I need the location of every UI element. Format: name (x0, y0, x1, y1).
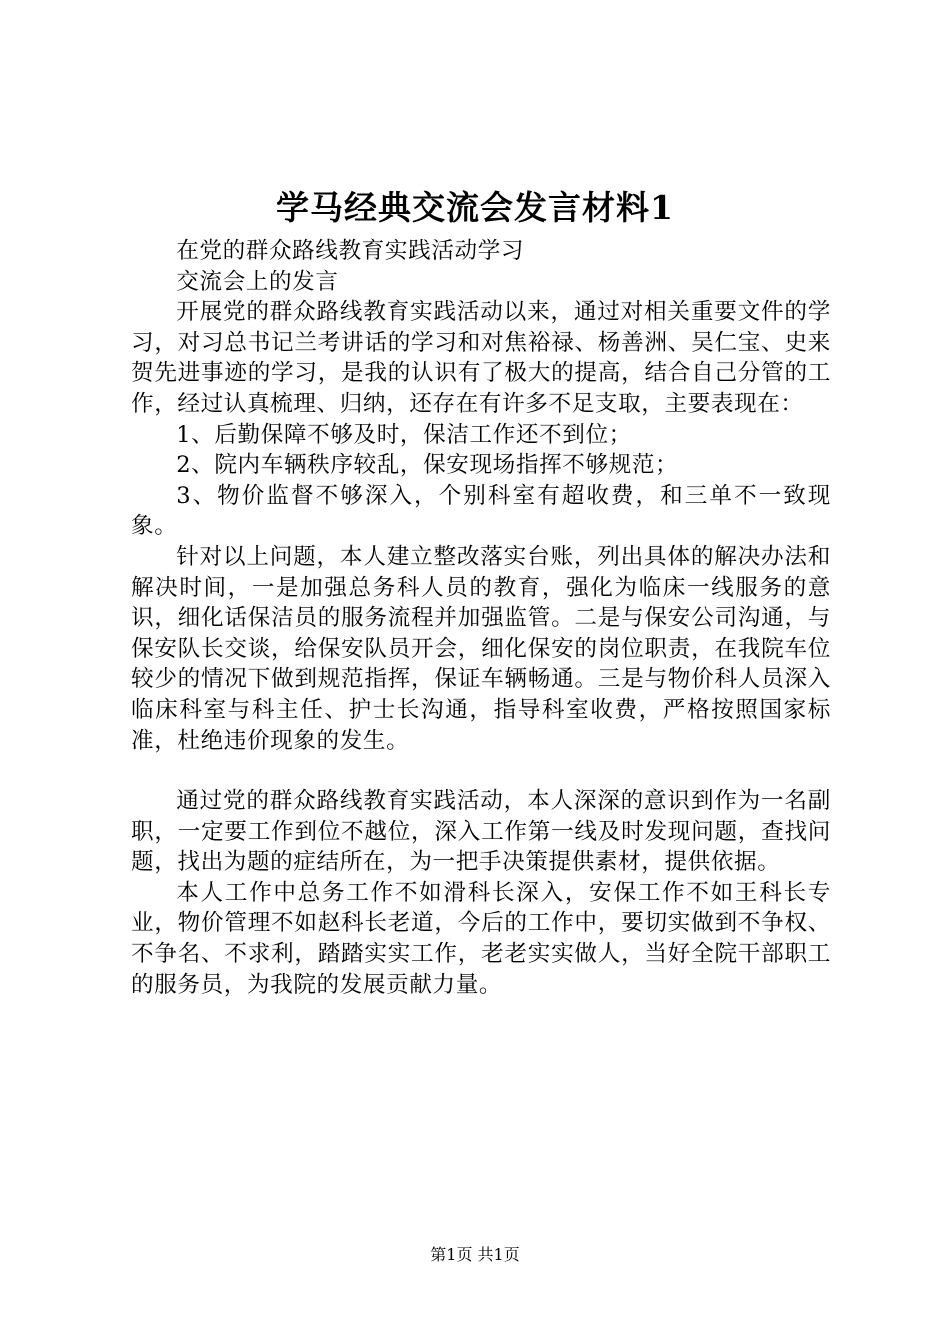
paragraph-reflection: 通过党的群众路线教育实践活动，本人深深的意识到作为一名副职，一定要工作到位不越位，深入工作第一线及时发现问题，查找问题，找出为题的症结所在，为一把手决策提供素材，提供依据。 (131, 788, 831, 876)
document-title: 学马经典交流会发言材料1 (276, 188, 674, 227)
list-item-3: 3、物价监督不够深入，个别科室有超收费，和三单不一致现象。 (131, 482, 831, 540)
page-number-footer: 第1页 共1页 (430, 1245, 520, 1264)
paragraph-intro: 开展党的群众路线教育实践活动以来，通过对相关重要文件的学习，对习总书记兰考讲话的学习和对焦裕禄、杨善洲、吴仁宝、史来贺先进事迹的学习，是我的认识有了极大的提高，结合自己分管的工作，经过认真梳理、归纳，还存在有许多不足支取，主要表现在： (131, 299, 831, 417)
list-item-1: 1、后勤保障不够及时，保洁工作还不到位； (176, 421, 632, 448)
subtitle-line-1: 在党的群众路线教育实践活动学习 (176, 238, 525, 264)
subtitle-line-2: 交流会上的发言 (176, 268, 339, 295)
list-item-2: 2、院内车辆秩序较乱，保安现场指挥不够规范； (176, 452, 679, 479)
paragraph-measures: 针对以上问题，本人建立整改落实台账，列出具体的解决办法和解决时间，一是加强总务科人员的教育，强化为临床一线服务的意识，细化话保洁员的服务流程并加强监管。二是与保安公司沟通，与保安队长交谈，给保安队员开会，细化保安的岗位职责，在我院车位较少的情况下做到规范指挥，保证车辆畅通。三是与物价科人员深入临床科室与科主任、护士长沟通，指导科室收费，严格按照国家标准，杜绝违价现象的发生。 (131, 543, 831, 754)
document-body (131, 236, 831, 1000)
paragraph-commitment: 本人工作中总务工作不如滑科长深入，安保工作不如王科长专业，物价管理不如赵科长老道，今后的工作中，要切实做到不争权、不争名、不求利，踏踏实实工作，老老实实做人，当好全院干部职工的服务员，为我院的发展贡献力量。 (131, 879, 831, 998)
